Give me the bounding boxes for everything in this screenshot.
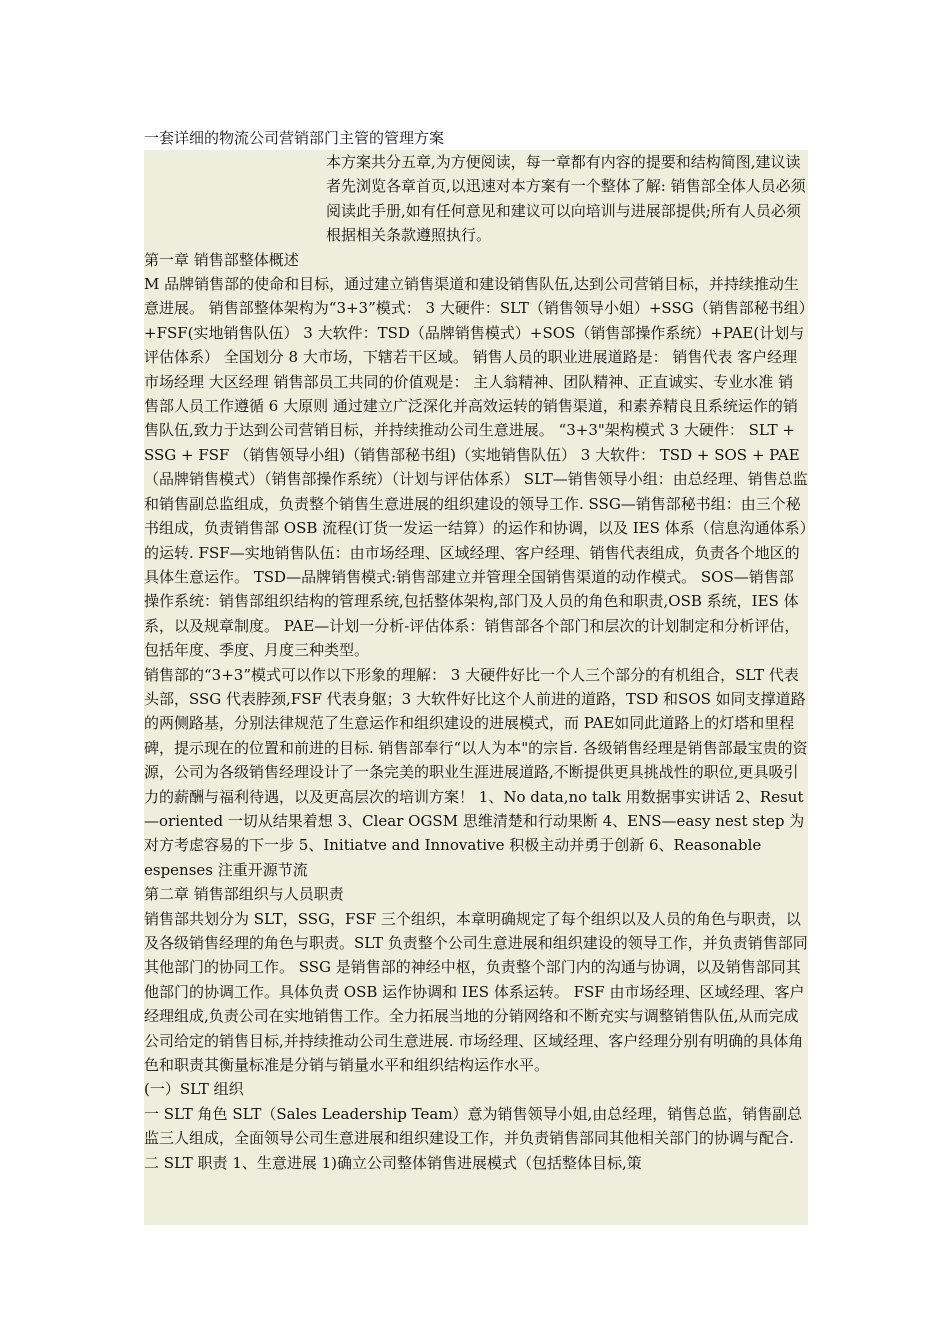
chapter-1-heading: 第一章 销售部整体概述: [144, 250, 299, 269]
chapter-2-heading: 第二章 销售部组织与人员职责: [144, 885, 344, 904]
intro-paragraph: 本方案共分五章,为方便阅读，每一章都有内容的提要和结构简图,建议读者先浏览各章首页,以迅速对本方案有一个整体了解: 销售部全体人员必须阅读此手册,如有任何意见和建议可以向培训与进展部提供;所有人员必须根据相关条款遵照执行。: [326, 153, 806, 245]
page-title: 一套详细的物流公司营销部门主管的管理方案: [144, 129, 445, 147]
document-body: [144, 150, 808, 1225]
chapter-2-body: 销售部共划分为 SLT，SSG，FSF 三个组织，本章明确规定了每个组织以及人员的角色与职责，以及各级销售经理的角色与职责。SLT 负责整个公司生意进展和组织建设的领导工作，并负责销售部同其他部门的协同工作。 SSG 是销售部的神经中枢，负责整个部门内的沟通与协调，以及销售部同其他部门的协调工作。具体负责 OSB 运作协调和 IES 体系运转。 FSF 由市场经理、区域经理、客户经理组成,负责公司在实地销售工作。全力拓展当地的分销网络和不断充实与调整销售队伍,从而完成公司给定的销售目标,并持续推动公司生意进展. 市场经理、区域经理、客户经理分别有明确的具体角色和职责其衡量标准是分销与销量水平和组织结构运作水平。: [144, 909, 808, 1075]
chapter-1-body-2: 销售部的“3+3”模式可以作以下形象的理解： 3 大硬件好比一个人三个部分的有机组合，SLT 代表头部，SSG 代表脖颈,FSF 代表身躯；3 大软件好比这个人前进的道路，TSD 和SOS 如同支撑道路的两侧路基，分别法律规范了生意运作和组织建设的进展模式，而 PAE如同此道路上的灯塔和里程碑，提示现在的位置和前进的目标. 销售部奉行“以人为本"的宗旨. 各级销售经理是销售部最宝贵的资源，公司为各级销售经理设计了一条完美的职业生涯进展道路,不断提供更具挑战性的职位,更具吸引力的薪酬与福利待遇，以及更高层次的培训方案！ 1、No data,no talk 用数据事实讲话 2、Resut—oriented 一切从结果着想 3、Clear OGSM 思维清楚和行动果断 4、ENS—easy nest step 为对方考虑容易的下一步 5、Initiatve and Innovative 积极主动并勇于创新 6、Reasonable espenses 注重开源节流: [144, 665, 808, 879]
chapter-1-body: M 品牌销售部的使命和目标，通过建立销售渠道和建设销售队伍,达到公司营销目标，并持续推动生意进展。 销售部整体架构为“3+3”模式： 3 大硬件：SLT（销售领导小姐）+SSG（销售部秘书组）+FSF(实地销售队伍） 3 大软件：TSD（品牌销售模式）+SOS（销售部操作系统）+PAE(计划与评估体系） 全国划分 8 大市场，下辖若干区域。 销售人员的职业进展道路是： 销售代表 客户经理 市场经理 大区经理 销售部员工共同的价值观是： 主人翁精神、团队精神、正直诚实、专业水准 销售部人员工作遵循 6 大原则 通过建立广泛深化并高效运转的销售渠道，和素养精良且系统运作的销售队伍,致力于达到公司营销目标，并持续推动公司生意进展。 “3+3"架构模式 3 大硬件： SLT + SSG + FSF （销售领导小组)（销售部秘书组)（实地销售队伍） 3 大软件： TSD + SOS + PAE （品牌销售模式）（销售部操作系统）（计划与评估体系） SLT—销售领导小组：由总经理、销售总监和销售副总监组成，负责整个销售生意进展的组织建设的领导工作. SSG—销售部秘书组：由三个秘书组成，负责销售部 OSB 流程(订货一发运一结算）的运作和协调，以及 IES 体系（信息沟通体系）的运转. FSF—实地销售队伍：由市场经理、区域经理、客户经理、销售代表组成，负责各个地区的具体生意运作。 TSD—品牌销售模式:销售部建立并管理全国销售渠道的动作模式。 SOS—销售部操作系统：销售部组织结构的管理系统,包括整体架构,部门及人员的角色和职责,OSB 系统，IES 体系，以及规章制度。 PAE—计划一分析-评估体系：销售部各个部门和层次的计划制定和分析评估，包括年度、季度、月度三种类型。: [144, 275, 808, 660]
slt-section-heading: (一）SLT 组织: [144, 1080, 244, 1099]
slt-section-body: 一 SLT 角色 SLT（Sales Leadership Team）意为销售领导小姐,由总经理，销售总监，销售副总监三人组成，全面领导公司生意进展和组织建设工作，并负责销售部同其他相关部门的协调与配合. 二 SLT 职责 1、生意进展 1)确立公司整体销售进展模式（包括整体目标,策: [144, 1104, 803, 1172]
